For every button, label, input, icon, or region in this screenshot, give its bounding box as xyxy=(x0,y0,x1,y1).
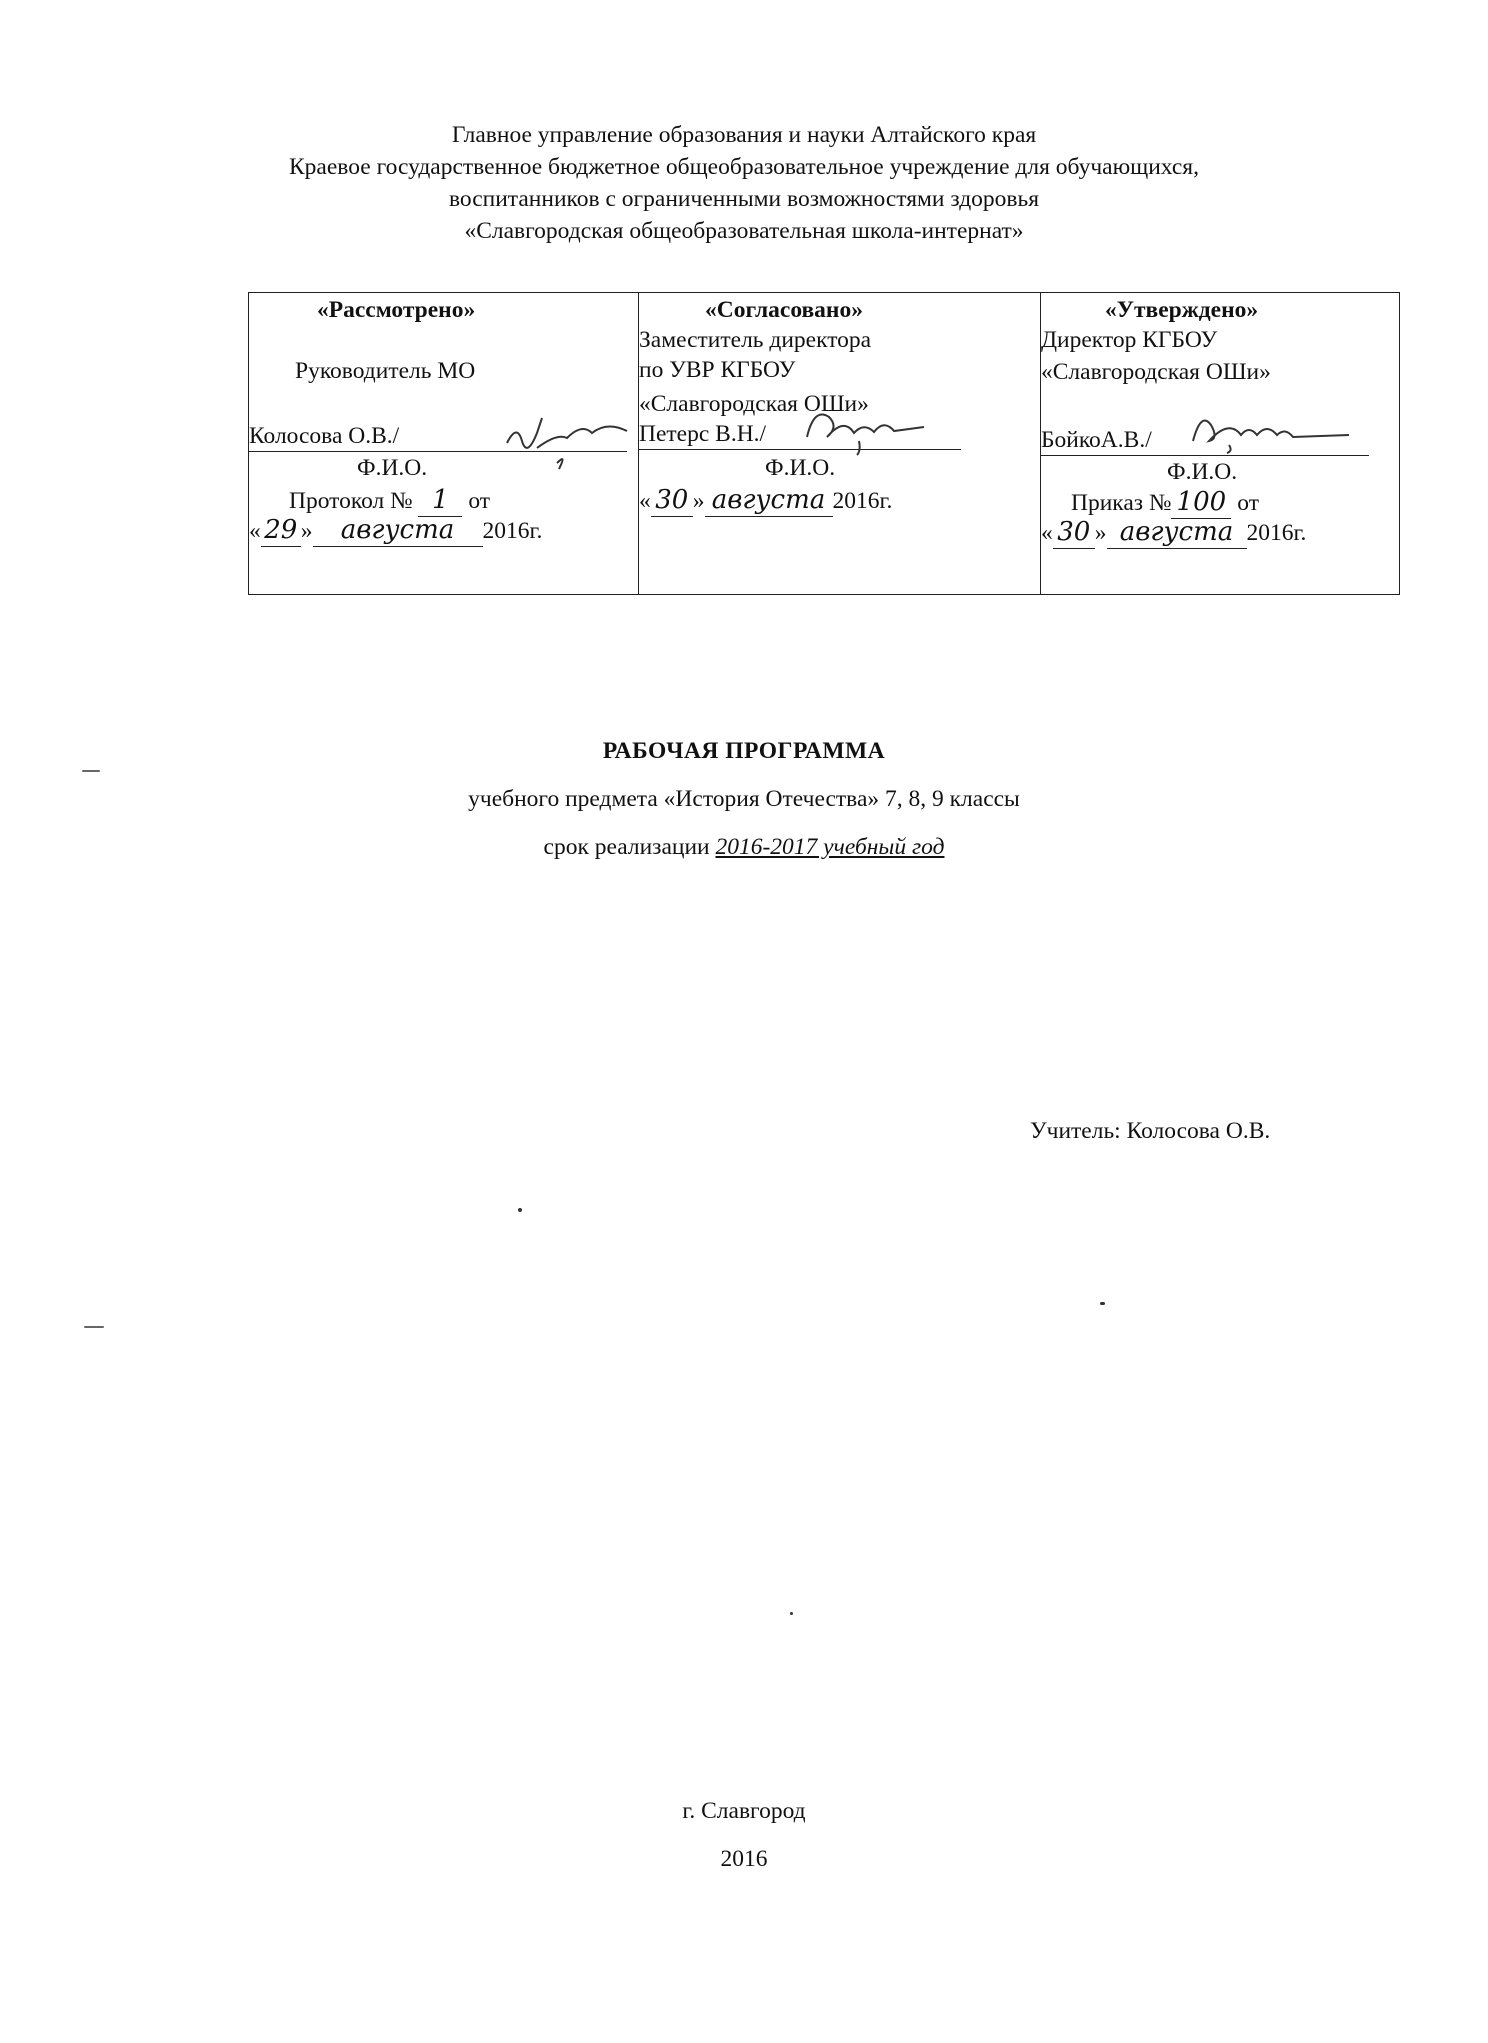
approved-role-2: «Славгородская ОШи» xyxy=(1041,359,1271,385)
quote-open: « xyxy=(1041,520,1053,546)
reviewed-role: Руководитель МО xyxy=(295,358,476,384)
reviewed-signature xyxy=(497,403,647,473)
term-value: 2016-2017 учебный год xyxy=(715,834,945,860)
reviewed-name: Колосова О.В./ xyxy=(249,423,400,449)
agreed-year: 2016г. xyxy=(832,488,893,514)
agreed-signature xyxy=(799,397,939,457)
scan-speck xyxy=(518,1208,522,1212)
protocol-label: Протокол № xyxy=(289,488,413,514)
order-label: Приказ № xyxy=(1071,490,1172,516)
header-institution: Краевое государственное бюджетное общеобразовательное учреждение для обучающихся, xyxy=(289,154,1199,180)
reviewed-year: 2016г. xyxy=(482,518,543,544)
teacher: Учитель: Колосова О.В. xyxy=(1030,1118,1271,1144)
agreed-month: августа xyxy=(711,485,826,515)
approved-signature xyxy=(1189,405,1359,455)
quote-close: » xyxy=(1094,520,1107,546)
approved-name: БойкоА.В./ xyxy=(1041,427,1152,453)
document-subject: учебного предмета «История Отечества» 7, 8, 9 классы xyxy=(468,786,1020,812)
agreed-day: 30 xyxy=(655,485,689,515)
approved-heading: «Утверждено» xyxy=(1105,297,1259,323)
approved-day: 30 xyxy=(1057,517,1091,547)
approval-table xyxy=(248,292,1400,595)
agreed-role-2: по УВР КГБОУ xyxy=(639,357,796,383)
reviewed-date xyxy=(249,515,542,547)
city: г. Славгород xyxy=(682,1798,806,1824)
protocol-number: 1 xyxy=(432,485,449,515)
order-number: 100 xyxy=(1176,487,1227,517)
approved-role-1: Директор КГБОУ xyxy=(1041,327,1218,353)
quote-open: « xyxy=(639,488,651,514)
reviewed-fio: Ф.И.О. xyxy=(357,455,428,481)
quote-open: « xyxy=(249,518,261,544)
quote-close: » xyxy=(300,518,313,544)
term-label: срок реализации xyxy=(543,834,716,860)
reviewed-month: августа xyxy=(340,515,455,545)
approved-fio: Ф.И.О. xyxy=(1167,459,1238,485)
reviewed-heading: «Рассмотрено» xyxy=(317,297,476,323)
agreed-fio: Ф.И.О. xyxy=(765,455,836,481)
document-title: РАБОЧАЯ ПРОГРАММА xyxy=(602,738,886,764)
reviewed-cell xyxy=(249,293,639,595)
scan-speck xyxy=(790,1612,793,1615)
order-from: от xyxy=(1237,490,1259,516)
reviewed-protocol xyxy=(289,485,490,517)
agreed-heading: «Согласовано» xyxy=(705,297,863,323)
approved-date xyxy=(1041,517,1306,549)
header-ministry: Главное управление образования и науки Алтайского края xyxy=(451,122,1037,148)
header-institution-cont: воспитанников с ограниченными возможностями здоровья xyxy=(448,186,1040,212)
header-school-name: «Славгородская общеобразовательная школа-интернат» xyxy=(464,218,1024,244)
agreed-role-3: «Славгородская ОШи» xyxy=(639,391,869,417)
protocol-from: от xyxy=(468,488,491,514)
approved-order xyxy=(1071,487,1259,519)
reviewed-day: 29 xyxy=(264,515,298,545)
scan-speck xyxy=(82,770,100,772)
year: 2016 xyxy=(720,1846,768,1872)
agreed-name: Петерс В.Н./ xyxy=(639,421,767,447)
scan-speck xyxy=(1100,1302,1105,1305)
agreed-cell xyxy=(639,293,1041,595)
scan-speck xyxy=(84,1326,104,1328)
document-term xyxy=(0,834,1488,861)
agreed-date xyxy=(639,485,892,517)
approved-cell xyxy=(1041,293,1400,595)
quote-close: » xyxy=(692,488,705,514)
agreed-role-1: Заместитель директора xyxy=(639,327,872,353)
approved-year: 2016г. xyxy=(1246,520,1307,546)
approved-month: августа xyxy=(1119,517,1234,547)
